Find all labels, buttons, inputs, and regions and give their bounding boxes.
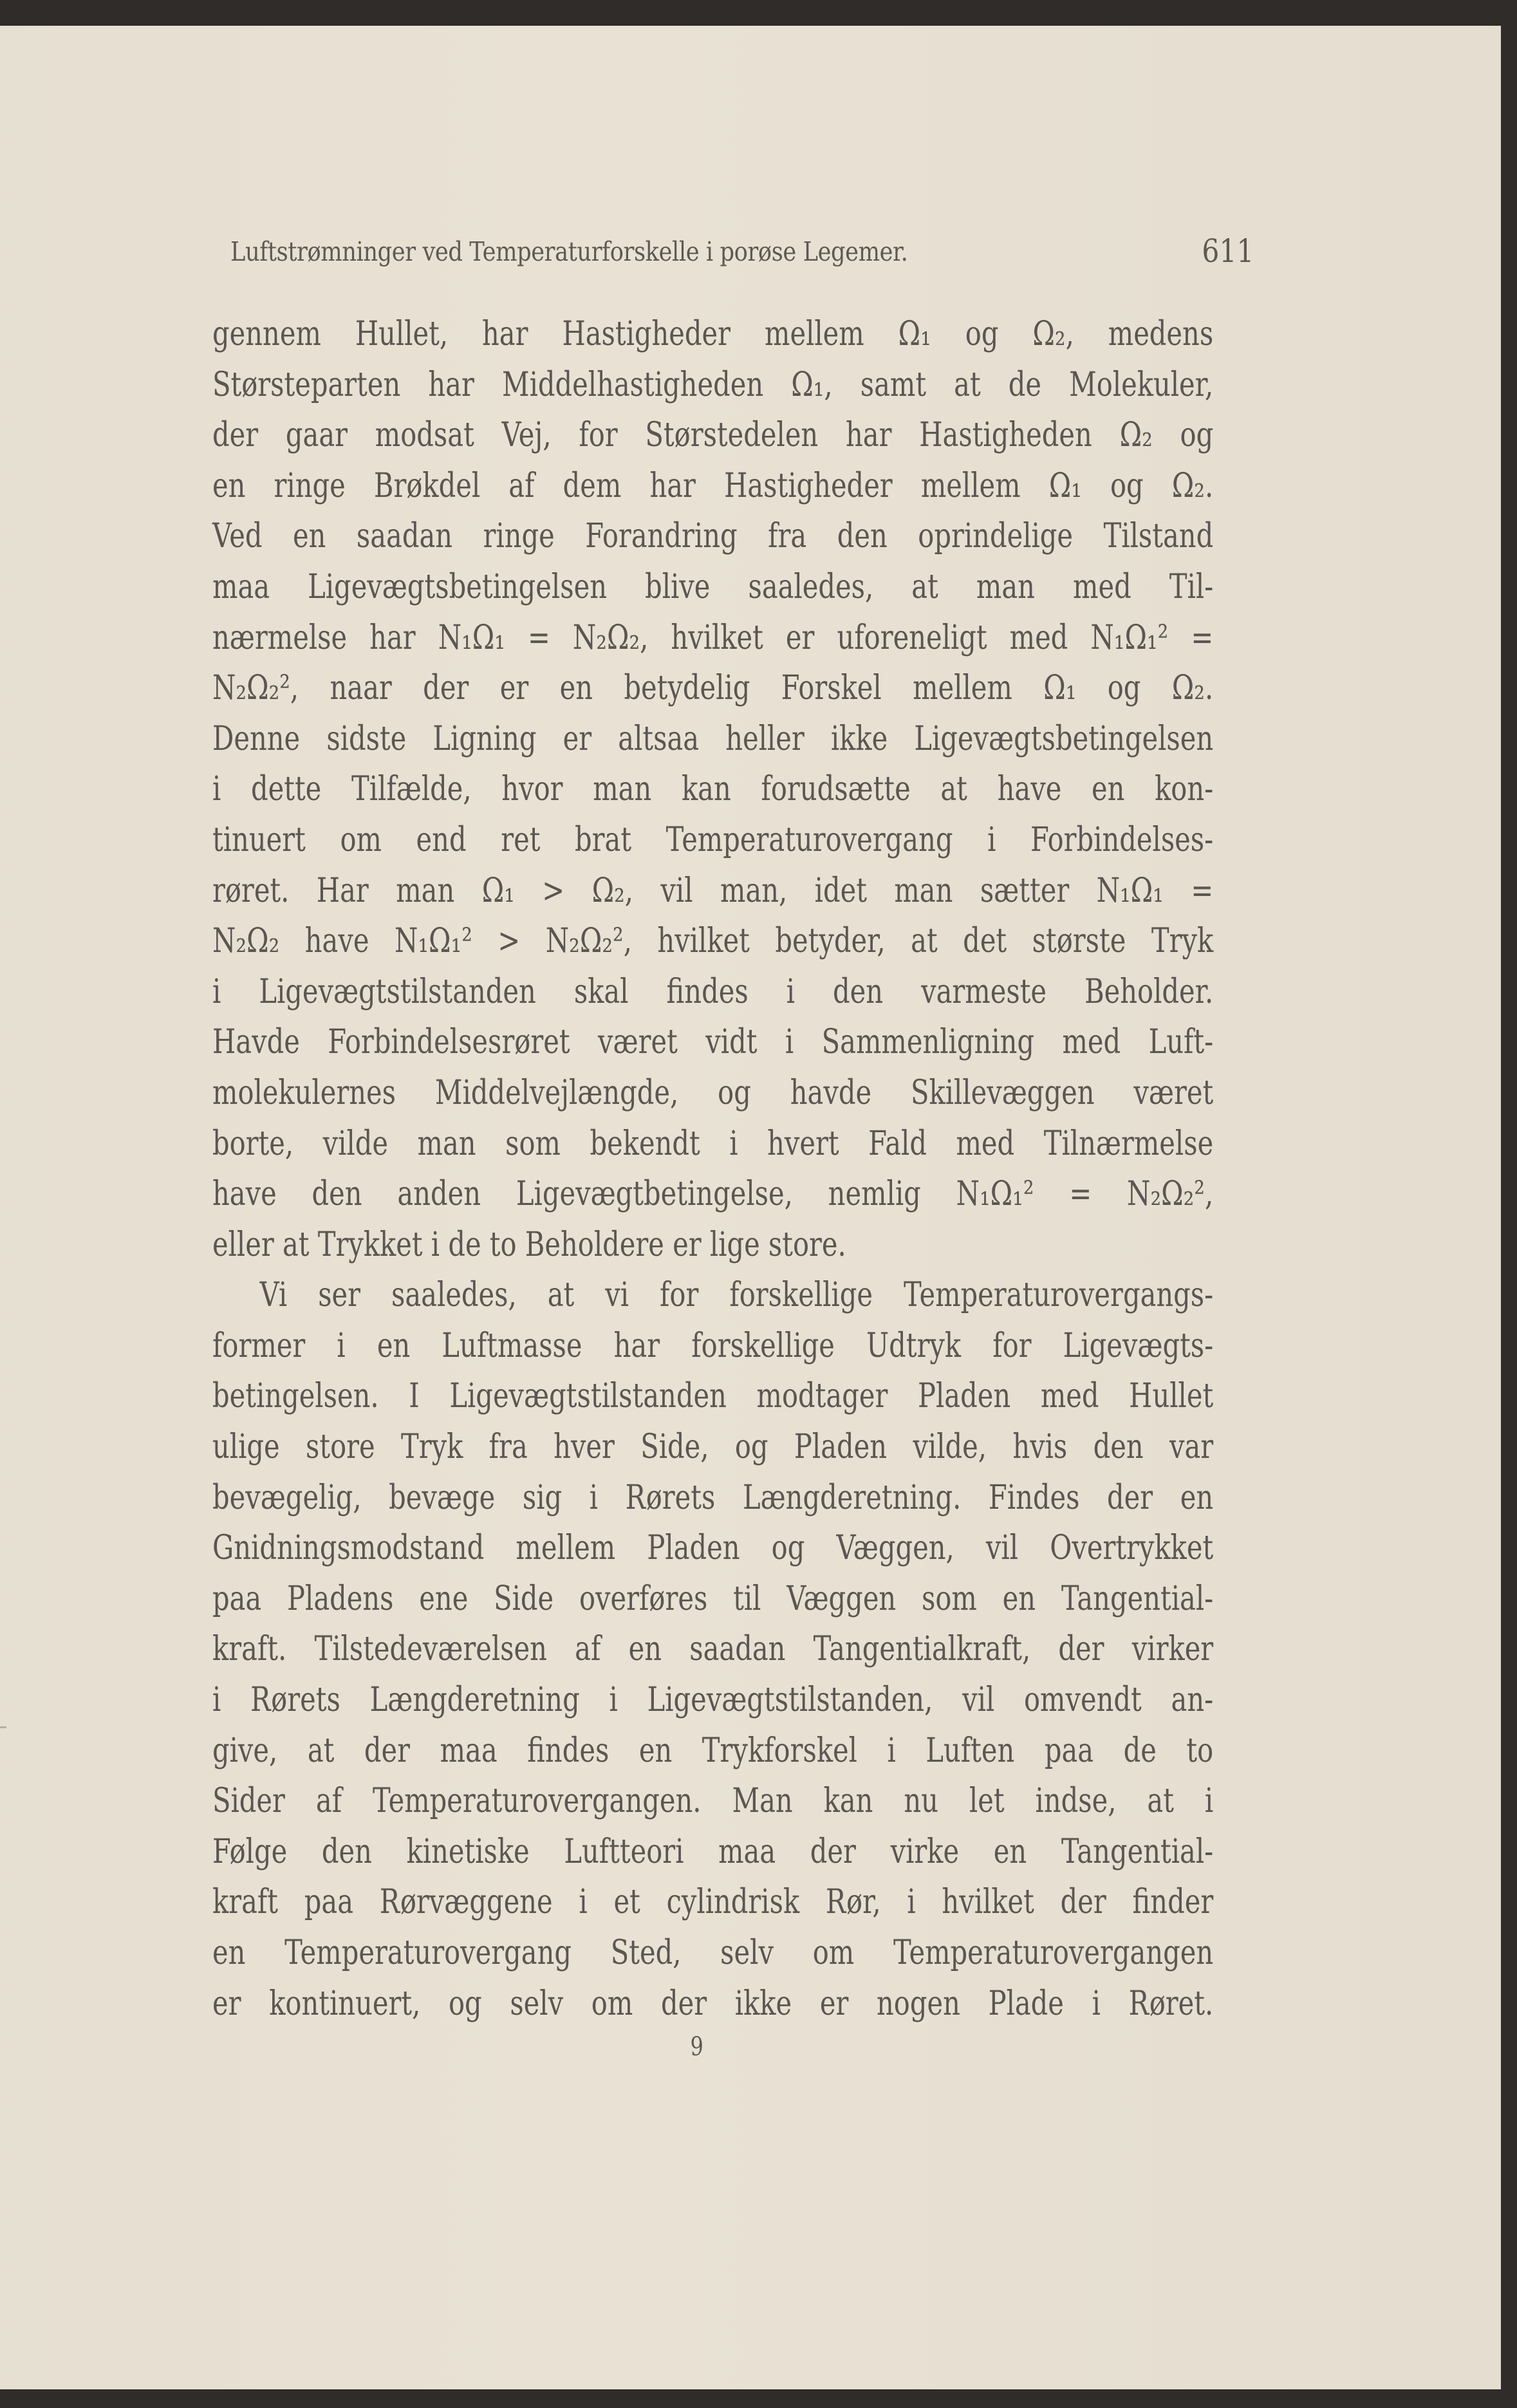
- text-line: i Rørets Længderetning i Ligevægtstilstanden, vil omvendt an-: [212, 1681, 1214, 1720]
- text-line: tinuert om end ret brat Temperaturovergang i Forbindelses-: [212, 820, 1214, 859]
- body-text: [212, 309, 1213, 2029]
- running-head: [230, 234, 1254, 272]
- text-line: maa Ligevægtsbetingelsen blive saaledes, at man med Til-: [212, 567, 1214, 606]
- paragraph-end-line: eller at Trykket i de to Beholdere er lige store.: [212, 1225, 846, 1264]
- text-line: ulige store Tryk fra hver Side, og Pladen vilde, hvis den var: [212, 1428, 1214, 1467]
- text-line: kraft paa Rørvæggene i et cylindrisk Rør, i hvilket der finder: [212, 1883, 1214, 1922]
- text-line: give, at der maa findes en Trykforskel i Luften paa de to: [212, 1731, 1214, 1770]
- text-line: Havde Forbindelsesrøret været vidt i Sammenligning med Luft-: [212, 1023, 1214, 1062]
- text-line: kraft. Tilstedeværelsen af en saadan Tangentialkraft, der virker: [212, 1630, 1214, 1669]
- page-edge-mark: [0, 1726, 6, 1728]
- text-line: Størsteparten har Middelhastigheden Ω₁, samt at de Molekuler,: [212, 365, 1214, 404]
- text-line: en ringe Brøkdel af dem har Hastigheder mellem Ω₁ og Ω₂.: [212, 466, 1214, 505]
- text-line: former i en Luftmasse har forskellige Udtryk for Ligevægts-: [212, 1326, 1214, 1365]
- text-line: gennem Hullet, har Hastigheder mellem Ω₁ og Ω₂, medens: [212, 315, 1214, 353]
- text-line: Følge den kinetiske Luftteori maa der virke en Tangential-: [212, 1832, 1214, 1871]
- text-line: bevægelig, bevæge sig i Rørets Længderetning. Findes der en: [212, 1478, 1214, 1517]
- text-line: Sider af Temperaturovergangen. Man kan nu let indse, at i: [212, 1782, 1214, 1821]
- text-line: N₂Ω₂², naar der er en betydelig Forskel mellem Ω₁ og Ω₂.: [212, 669, 1214, 708]
- text-line: der gaar modsat Vej, for Størstedelen har Hastigheden Ω₂ og: [212, 416, 1214, 455]
- text-line: N₂Ω₂ have N₁Ω₁² > N₂Ω₂², hvilket betyder, at det største Tryk: [212, 922, 1214, 961]
- text-line: Ved en saadan ringe Forandring fra den oprindelige Tilstand: [212, 517, 1214, 556]
- signature-mark: 9: [690, 2032, 703, 2062]
- text-line: borte, vilde man som bekendt i hvert Fald med Tilnærmelse: [212, 1124, 1214, 1163]
- text-line: molekulernes Middelvejlængde, og havde Skillevæggen været: [212, 1073, 1214, 1112]
- text-line: paa Pladens ene Side overføres til Væggen som en Tangential-: [212, 1579, 1214, 1618]
- text-line: røret. Har man Ω₁ > Ω₂, vil man, idet man sætter N₁Ω₁ =: [212, 871, 1214, 910]
- text-line: Denne sidste Ligning er altsaa heller ikke Ligevægtsbetingelsen: [212, 719, 1214, 758]
- text-line: i Ligevægtstilstanden skal findes i den varmeste Beholder.: [212, 972, 1214, 1011]
- paragraph-start-line: Vi ser saaledes, at vi for forskellige Temperaturovergangs-: [259, 1276, 1214, 1315]
- running-title: Luftstrømninger ved Temperaturforskelle i porøse Legemer.: [230, 236, 908, 267]
- text-line: nærmelse har N₁Ω₁ = N₂Ω₂, hvilket er uforeneligt med N₁Ω₁² =: [212, 618, 1214, 657]
- text-line: i dette Tilfælde, hvor man kan forudsætte at have en kon-: [212, 770, 1214, 809]
- text-line: er kontinuert, og selv om der ikke er nogen Plade i Røret.: [212, 1984, 1214, 2023]
- page-number: 611: [1201, 232, 1254, 270]
- text-line: en Temperaturovergang Sted, selv om Temperaturovergangen: [212, 1934, 1214, 1972]
- text-line: Gnidningsmodstand mellem Pladen og Væggen, vil Overtrykket: [212, 1529, 1214, 1568]
- text-line: betingelsen. I Ligevægtstilstanden modtager Pladen med Hullet: [212, 1377, 1214, 1416]
- text-line: have den anden Ligevægtbetingelse, nemlig N₁Ω₁² = N₂Ω₂²,: [212, 1175, 1214, 1214]
